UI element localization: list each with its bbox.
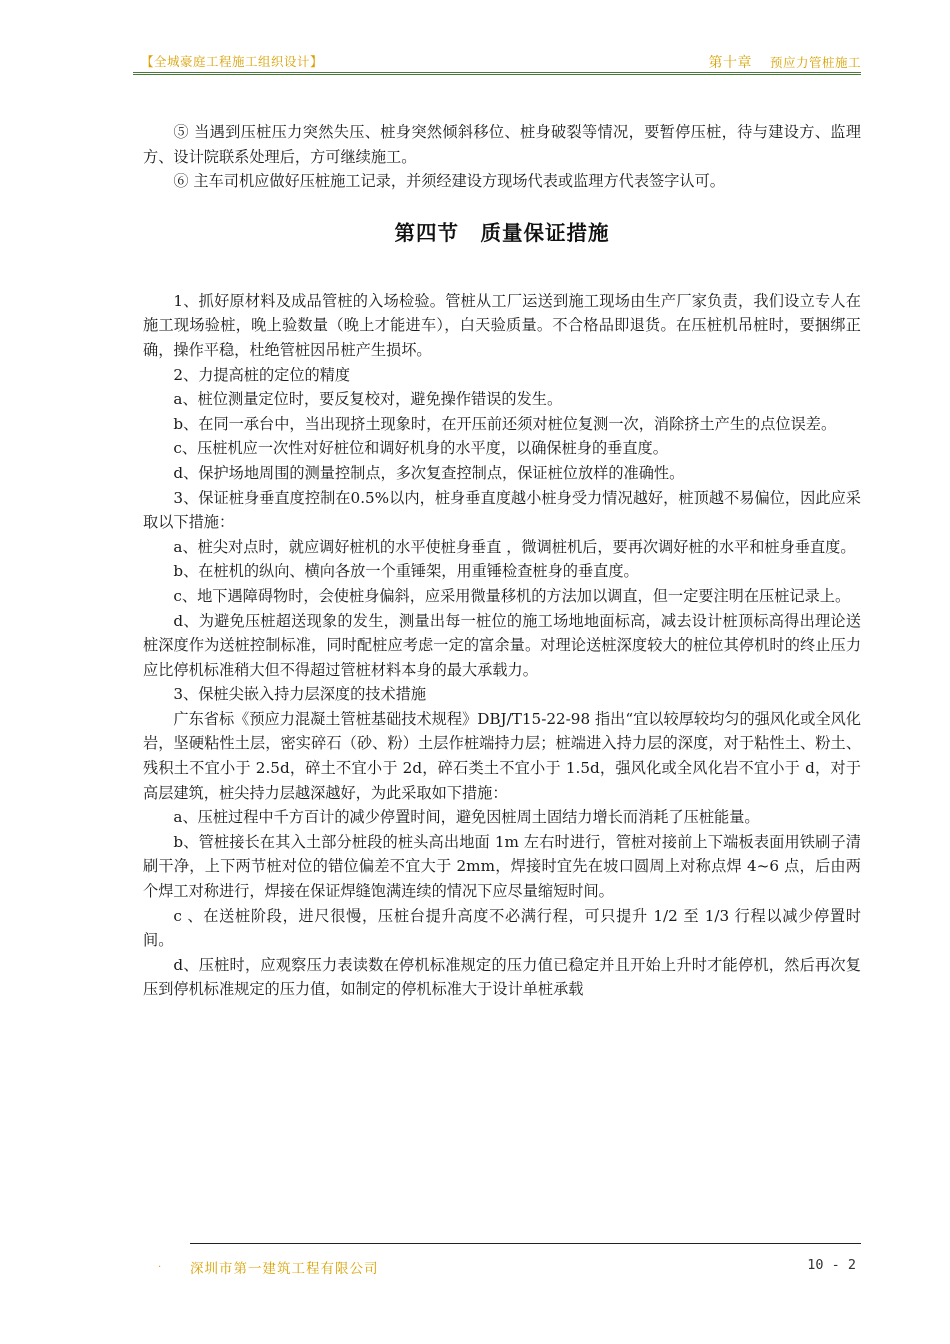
- section-title: 第四节 质量保证措施: [394, 220, 610, 245]
- paragraph: 3、保桩尖嵌入持力层深度的技术措施: [173, 685, 427, 704]
- paragraph: ⑥ 主车司机应做好压桩施工记录，并须经建设方现场代表或监理方代表签字认可。: [173, 172, 725, 191]
- chapter-number: 第十章: [708, 55, 752, 71]
- paragraph: 3、保证桩身垂直度控制在0.5%以内，桩身垂直度越小桩身受力情况越好，桩顶越不易偏位，因此应采取以下措施：: [143, 488, 861, 532]
- paragraph: c、地下遇障碍物时，会使桩身偏斜，应采用微量移机的方法加以调直，但一定要注明在压桩记录上。: [173, 586, 851, 605]
- footer-bullet: ·: [158, 1262, 162, 1273]
- paragraph: d、压桩时，应观察压力表读数在停机标准规定的压力值已稳定并且开始上升时才能停机，然后再次复压到停机标准规定的压力值，如制定的停机标准大于设计单桩承载: [143, 955, 861, 999]
- chapter-heading: [708, 52, 861, 72]
- paragraph: 1、抓好原材料及成品管桩的入场检验。管桩从工厂运送到施工现场由生产厂家负责，我们设立专人在施工现场验桩，晚上验数量（晚上才能进车），白天验质量。不合格品即退货。在压桩机吊桩时，要捆绑正确，操作平稳，杜绝管桩因吊桩产生损坏。: [143, 291, 861, 359]
- paragraph: d、为避免压桩超送现象的发生，测量出每一桩位的施工场地地面标高，减去设计桩顶标高得出理论送桩深度作为送桩控制标准，同时配桩应考虑一定的富余量。对理论送桩深度较大的桩位其停机时的终止压力应比停机标准稍大但不得超过管桩材料本身的最大承载力。: [143, 611, 861, 679]
- page-body: [143, 120, 861, 1002]
- document-title: 【全城豪庭工程施工组织设计】: [141, 54, 324, 69]
- company-name: 深圳市第一建筑工程有限公司: [190, 1261, 379, 1277]
- chapter-title: 预应力管桩施工: [769, 55, 861, 70]
- page-header: [133, 48, 861, 75]
- paragraph: c 、在送桩阶段，进尺很慢，压桩台提升高度不必满行程，可只提升 1/2 至 1/3 行程以减少停置时间。: [143, 906, 861, 950]
- page-number: 10 - 2: [807, 1257, 856, 1273]
- paragraph: a、桩位测量定位时，要反复校对，避免操作错误的发生。: [173, 390, 563, 409]
- paragraph: ⑤ 当遇到压桩压力突然失压、桩身突然倾斜移位、桩身破裂等情况，要暂停压桩，待与建设方、监理方、设计院联系处理后，方可继续施工。: [143, 123, 861, 166]
- paragraph: 2、力提高桩的定位的精度: [173, 365, 351, 384]
- paragraph: a、桩尖对点时，就应调好桩机的水平使桩身垂直 ，微调桩机后，要再次调好桩的水平和桩身垂直度。: [173, 537, 856, 556]
- paragraph: b、管桩接长在其入土部分桩段的桩头高出地面 1m 左右时进行，管桩对接前上下端板表面用铁刷子清刷干净，上下两节桩对位的错位偏差不宜大于 2mm，焊接时宜先在坡口圆周上对称点焊 4~6 点，后由两个焊工对称进行，焊接在保证焊缝饱满连续的情况下应尽量缩短时间。: [143, 832, 861, 901]
- paragraph: b、在桩机的纵向、横向各放一个重锤架，用重锤检查桩身的垂直度。: [173, 562, 639, 581]
- paragraph: c、压桩机应一次性对好桩位和调好机身的水平度，以确保桩身的垂直度。: [173, 439, 668, 458]
- paragraph: 广东省标《预应力混凝土管桩基础技术规程》DBJ/T15-22-98 指出“宜以较厚较均匀的强风化或全风化岩，坚硬粘性土层，密实碎石（砂、粉）土层作桩端持力层；桩端进入持力层的深度，对于粘性土、粉土、残积土不宜小于 2.5d，碎土不宜小于 2d，碎石类土不宜小于 1.5d，强风化或全风化岩不宜小于 d，对于高层建筑，桩尖持力层越深越好，为此采取如下措施：: [143, 709, 861, 802]
- paragraph: d、保护场地周围的测量控制点，多次复查控制点，保证桩位放样的准确性。: [173, 463, 685, 482]
- paragraph: b、在同一承台中，当出现挤土现象时，在开压前还须对桩位复测一次，消除挤土产生的点位误差。: [173, 414, 837, 433]
- paragraph: a、压桩过程中千方百计的减少停置时间，避免因桩周土固结力增长而消耗了压桩能量。: [173, 808, 760, 827]
- footer-divider: [190, 1243, 861, 1244]
